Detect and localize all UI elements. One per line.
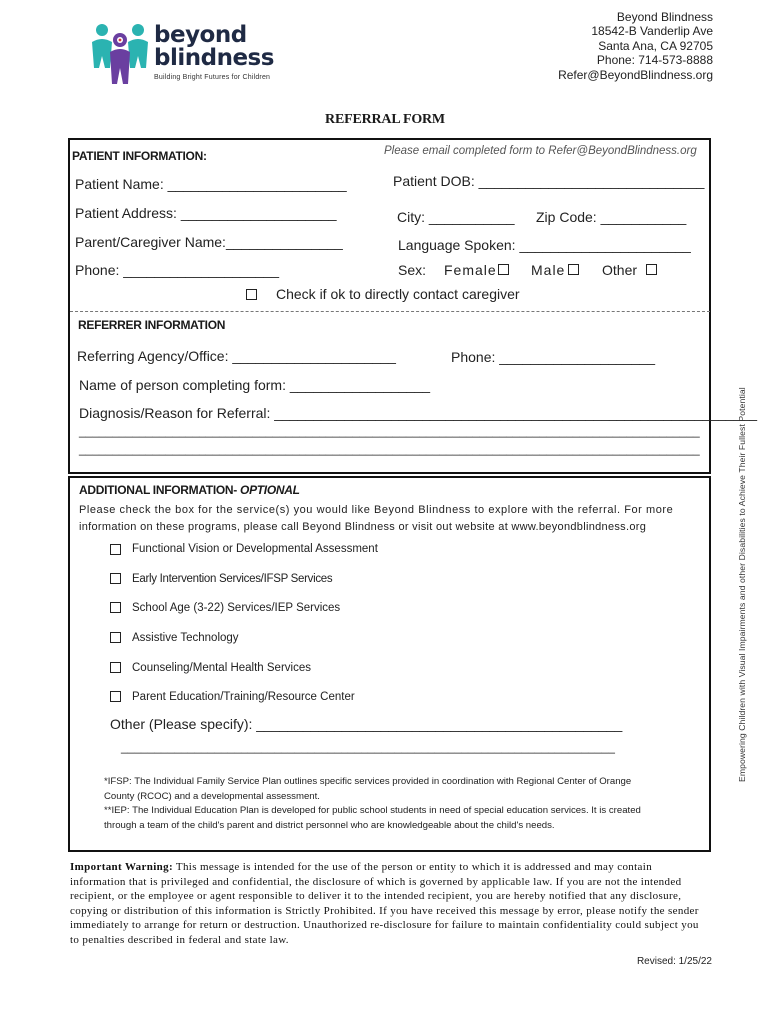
logo-word-beyond: beyond	[154, 22, 247, 48]
contact-caregiver-checkbox[interactable]	[246, 289, 257, 300]
org-address-block	[558, 10, 713, 82]
option-checkbox-assistive-tech[interactable]	[110, 632, 121, 643]
zip-code-field[interactable]: Zip Code: ___________	[536, 209, 687, 225]
referrer-info-heading: REFERRER INFORMATION	[78, 318, 226, 332]
section-divider	[70, 311, 710, 312]
logo-tagline: Building Bright Futures for Children	[154, 74, 271, 81]
patient-dob-field[interactable]: Patient DOB: _____________________________	[393, 173, 705, 189]
diagnosis-field[interactable]: Diagnosis/Reason for Referral: ______________________________________________________________	[79, 405, 758, 421]
contact-caregiver-label: Check if ok to directly contact caregiver	[276, 286, 520, 302]
city-field[interactable]: City: ___________	[397, 209, 515, 225]
warning-text: This message is intended for the use of the person or entity to which it is addressed and may contain information that is privileged and confidential, the disclosure of which is governed by applicable law. If you are not the intended recipient, or the employee or agent responsible to deliver it to the intended recipient, you are hereby notified that any disclosure, copying or distribution of this information is Strictly Prohibited. If you have received this message by error, please notify the sender immediately to arrange for return or destruction. Unauthorized re-disclosure for failure to maintain confidentiality could subject you to penalties described in federal and state law.	[70, 861, 699, 946]
additional-info-heading-text: ADDITIONAL INFORMATION-	[79, 483, 237, 497]
revised-date: Revised: 1/25/22	[636, 956, 712, 967]
sex-other-label: Other	[602, 262, 638, 278]
caregiver-name-field[interactable]: Parent/Caregiver Name:_______________	[75, 234, 343, 250]
option-label-early-intervention: Early Intervention Services/IFSP Services	[132, 573, 333, 585]
patient-info-heading: PATIENT INFORMATION:	[72, 149, 207, 163]
form-title: REFERRAL FORM	[325, 112, 445, 127]
logo-figures-icon	[88, 20, 154, 88]
option-label-functional-vision: Functional Vision or Developmental Assessment	[132, 543, 378, 555]
address-line: Refer@BeyondBlindness.org	[558, 67, 713, 82]
option-checkbox-functional-vision[interactable]	[110, 544, 121, 555]
important-warning	[70, 860, 710, 948]
option-checkbox-parent-education[interactable]	[110, 691, 121, 702]
referring-agency-field[interactable]: Referring Agency/Office: _____________________	[77, 348, 396, 364]
option-checkbox-counseling[interactable]	[110, 662, 121, 673]
additional-info-heading	[79, 483, 300, 497]
sex-female-checkbox[interactable]	[498, 264, 509, 275]
sex-label: Sex:	[398, 262, 427, 278]
logo-word-blindness: blindness	[154, 45, 274, 71]
option-label-school-age: School Age (3-22) Services/IEP Services	[132, 602, 341, 614]
address-line: Beyond Blindness	[616, 10, 713, 24]
sex-other-checkbox[interactable]	[646, 264, 657, 275]
footnote-line: **IEP: The Individual Education Plan is developed for public school students in need of special education services. It is created	[104, 805, 641, 816]
sex-male-label: Male	[531, 262, 566, 278]
address-line: Phone: 714-573-8888	[596, 53, 713, 68]
footnote-line: through a team of the child's parent and district personnel who are knowledgeable about the child's needs.	[104, 819, 555, 831]
option-checkbox-early-intervention[interactable]	[110, 573, 121, 584]
other-specify-field[interactable]: Other (Please specify): _______________________________________________	[110, 716, 623, 732]
referrer-phone-field[interactable]: Phone: ____________________	[451, 349, 655, 365]
address-line: Santa Ana, CA 92705	[598, 38, 713, 53]
option-label-counseling: Counseling/Mental Health Services	[132, 662, 311, 674]
sex-male-checkbox[interactable]	[568, 264, 579, 275]
address-line: 18542-B Vanderlip Ave	[591, 24, 713, 39]
footnotes	[104, 775, 641, 833]
side-tagline: Empowering Children with Visual Impairments and other Disabilities to Achieve Their Fullest Potential	[737, 387, 747, 782]
option-label-parent-education: Parent Education/Training/Resource Center	[132, 691, 355, 703]
additional-intro-line-1: Please check the box for the service(s) you would like Beyond Blindness to explore with the referral. For more	[79, 504, 674, 516]
option-label-assistive-tech: Assistive Technology	[132, 632, 239, 644]
footnote-line: County (RCOC) and a developmental assessment.	[104, 790, 320, 802]
sex-female-label: Female	[444, 262, 497, 278]
email-note: Please email completed form to Refer@BeyondBlindness.org	[384, 145, 697, 157]
warning-label: Important Warning:	[70, 861, 173, 873]
patient-name-field[interactable]: Patient Name: _______________________	[75, 176, 347, 192]
option-checkbox-school-age[interactable]	[110, 602, 121, 613]
phone-field[interactable]: Phone: ____________________	[75, 262, 279, 278]
additional-intro-line-2: information on these programs, please call Beyond Blindness or visit out website at www.beyondblindness.org	[79, 521, 647, 533]
diagnosis-line-2[interactable]: _____________________________________________________________________________________________	[79, 424, 700, 438]
language-spoken-field[interactable]: Language Spoken: ______________________	[398, 237, 691, 253]
footnote-line: *IFSP: The Individual Family Service Plan outlines specific services provided in coordination with Regional Center of Orange	[104, 776, 632, 787]
optional-label: OPTIONAL	[240, 483, 300, 497]
beyond-blindness-logo	[88, 20, 278, 88]
other-specify-line-2[interactable]: __________________________________________________________________________	[121, 740, 615, 754]
completer-name-field[interactable]: Name of person completing form: __________________	[79, 377, 431, 393]
diagnosis-line-3[interactable]: _____________________________________________________________________________________________	[79, 442, 700, 456]
patient-address-field[interactable]: Patient Address: ____________________	[75, 205, 337, 221]
